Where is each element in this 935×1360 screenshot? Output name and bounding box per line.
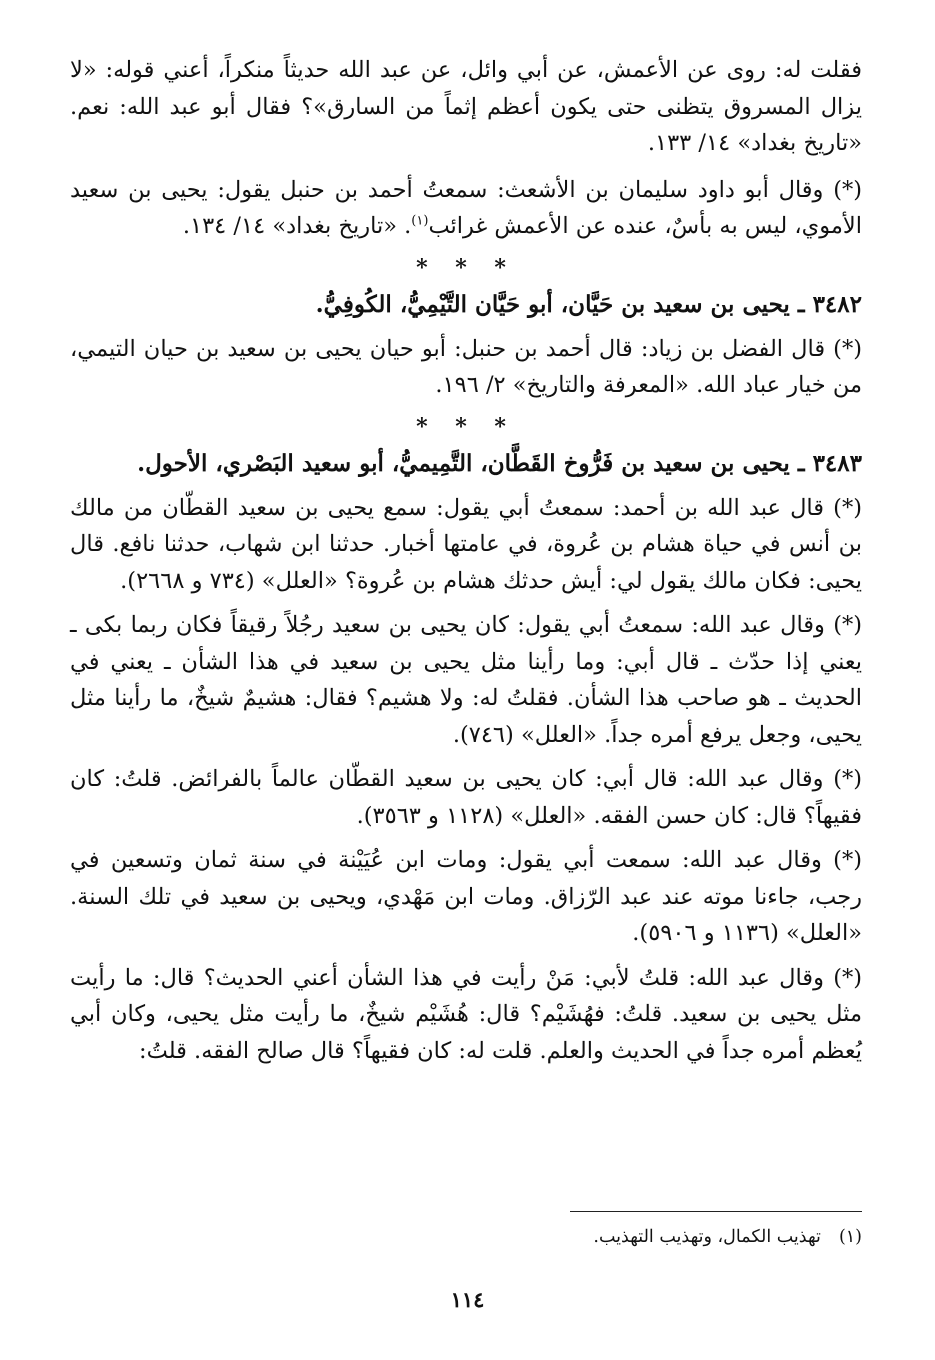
paragraph-8: (*) وقال عبد الله: قلتُ لأبي: مَنْ رأيت في هذا الشأن أعني الحديث؟ قال: ما رأيت مثل يحيى بن سعيد. قلتُ: فهُشَيْم؟ قال: هُشَيْم شيخٌ، ما رأيت مثل يحيى، وكان أبي يُعظم أمره جداً في الحديث والعلم. قلت له: كان فقيهاً؟ قال صالح الفقه. قلتُ: [70, 964, 862, 1064]
footnote [593, 1224, 862, 1250]
paragraph-7: (*) وقال عبد الله: سمعت أبي يقول: ومات ابن عُيَيْنة في سنة ثمان وتسعين في رجب، جاءنا موته عند عبد الرّزاق. ومات ابن مَهْدي، ويحيى بن سعيد في تلك السنة. «العلل» (١١٣٦ و ٥٩٠٦). [70, 847, 862, 946]
footnote-number: (١) [838, 1227, 862, 1247]
section-separator-1: * * * [416, 254, 516, 281]
paragraph-5: (*) وقال عبد الله: سمعتُ أبي يقول: كان يحيى بن سعيد رجُلاً رقيقاً فكان ربما بكى ـ يعني إذا حدّث ـ قال أبي: وما رأينا مثل يحيى بن سعيد في هذا الشأن ـ يعني في الحديث ـ هو صاحب هذا الشأن. فقلتُ له: ولا هشيم؟ فقال: هشيمٌ شيخٌ، ما رأينا مثل يحيى، وجعل يرفع أمره جداً. «العلل» (٧٤٦). [70, 612, 862, 748]
footnote-text: تهذيب الكمال، وتهذيب التهذيب. [593, 1227, 821, 1247]
paragraph-2 [70, 172, 862, 245]
footnote-reference[interactable]: (١) [411, 213, 429, 229]
paragraph-6: (*) وقال عبد الله: قال أبي: كان يحيى بن سعيد القطّان عالماً بالفرائض. قلتُ: كان فقيهاً؟ قال: كان حسن الفقه. «العلل» (١١٢٨ و ٣٥٦٣). [70, 766, 862, 829]
paragraph-2-main: (*) وقال أبو داود سليمان بن الأشعث: سمعتُ أحمد بن حنبل يقول: يحيى بن سعيد الأموي، ليس به بأسٌ، عنده عن الأعمش غرائب [70, 176, 862, 239]
page-number: ١١٤ [450, 1287, 485, 1312]
footnote-divider [570, 1211, 862, 1212]
entry-heading-3483: ٣٤٨٣ ـ يحيى بن سعيد بن فَرُّوخ القَطَّان، التَّمِيميُّ، أبو سعيد البَصْري، الأحول. [137, 449, 862, 477]
paragraph-2-tail: . «تاريخ بغداد» ١٤/ ١٣٤. [182, 213, 412, 239]
section-separator-2: * * * [416, 413, 516, 440]
paragraph-4: (*) قال عبد الله بن أحمد: سمعتُ أبي يقول: سمع يحيى بن سعيد القطّان من مالك بن أنس في حياة هشام بن عُروة، في عامتها أخبار. حدثنا ابن شهاب، حدثنا نافع. قال يحيى: فكان مالك يقول لي: أيش حدثك هشام بن عُروة؟ «العلل» (٧٣٤ و ٢٦٦٨). [70, 494, 862, 594]
page-body [70, 52, 862, 1069]
paragraph-1: فقلت له: روى عن الأعمش، عن أبي وائل، عن عبد الله حديثاً منكراً، أعني قوله: «لا يزال المسروق يتظنى حتى يكون أعظم إثماً من السارق»؟ فقال أبو عبد الله: نعم. «تاريخ بغداد» ١٤/ ١٣٣. [70, 57, 862, 156]
entry-heading-3482: ٣٤٨٢ ـ يحيى بن سعيد بن حَيَّان، أبو حَيَّان التَّيْمِيُّ، الكُوفِيُّ. [315, 290, 862, 318]
paragraph-3: (*) قال الفضل بن زياد: قال أحمد بن حنبل: أبو حيان يحيى بن سعيد بن حيان التيمي، من خيار عباد الله. «المعرفة والتاريخ» ٢/ ١٩٦. [70, 335, 862, 398]
